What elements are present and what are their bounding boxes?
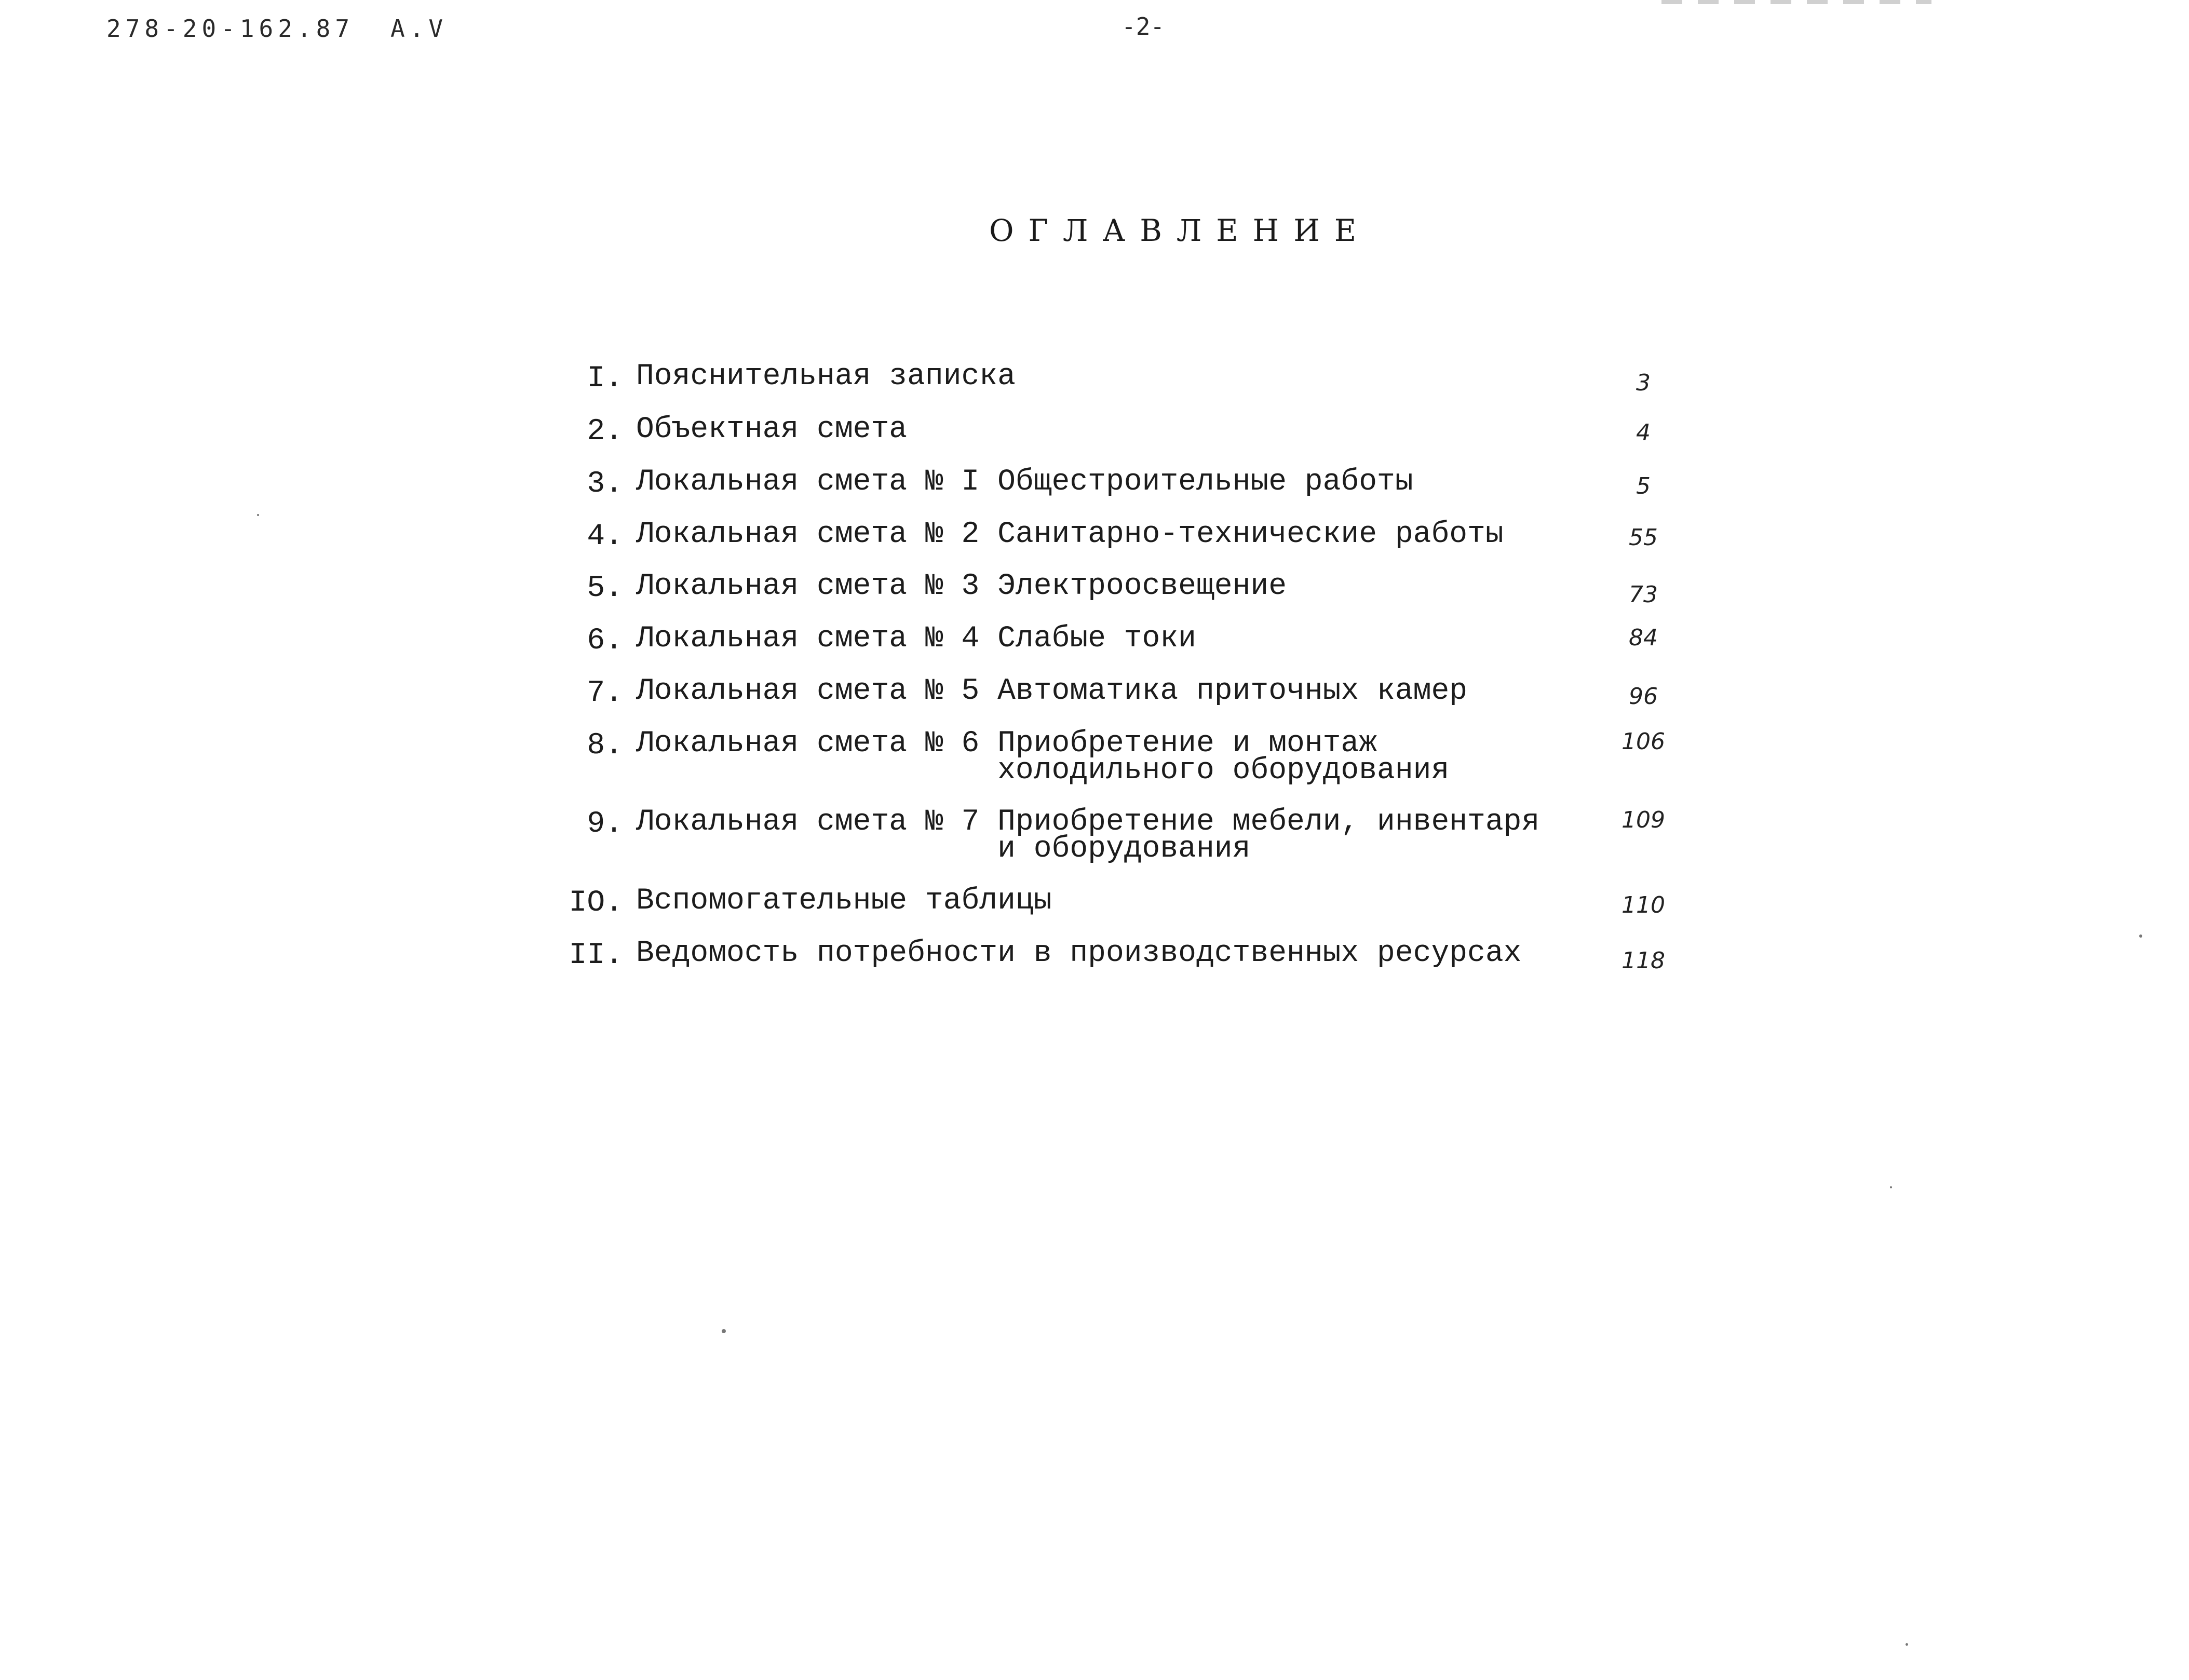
toc-item-label: Локальная смета № 7 Приобретение мебели, инвентаря и оборудования — [636, 805, 1540, 866]
toc-item-number: 6. — [587, 624, 623, 658]
toc-item-label: Локальная смета № 2 Санитарно-технические работы — [636, 518, 1504, 551]
toc-item-page: 110 — [1622, 892, 1665, 918]
toc-item-label: Пояснительная записка — [636, 360, 1016, 394]
toc-item-label: Вспомогательные таблицы — [636, 884, 1052, 918]
toc-item-number: 8. — [587, 729, 623, 763]
toc-item-page: 118 — [1622, 947, 1665, 974]
toc-item-label: Локальная смета № I Общестроительные работы — [636, 465, 1413, 499]
toc-item-number: 7. — [587, 676, 623, 710]
document-code-number: 278-20-162.87 — [106, 15, 355, 43]
toc-item-page: 3 — [1636, 370, 1651, 396]
toc-item-number: 3. — [587, 467, 623, 501]
scan-artifact — [1661, 0, 1931, 4]
scan-speck — [1906, 1643, 1908, 1646]
toc-item-number: 2. — [587, 415, 623, 449]
document-code-suffix: A.V — [390, 15, 448, 43]
page-title: ОГЛАВЛЕНИЕ — [989, 213, 1371, 248]
toc-item-label: Объектная смета — [636, 413, 908, 446]
scan-speck — [722, 1329, 726, 1333]
toc-item-number: I. — [587, 362, 623, 396]
toc-item-page: 73 — [1629, 581, 1658, 608]
scan-speck — [2139, 934, 2142, 938]
toc-item-number: 4. — [587, 520, 623, 553]
toc-item-page: 109 — [1622, 807, 1665, 833]
toc-item-number: IO. — [569, 886, 623, 920]
toc-item-page: 96 — [1629, 683, 1658, 710]
toc-item-page: 55 — [1629, 524, 1658, 551]
document-code — [106, 15, 448, 43]
page-number: -2- — [1121, 12, 1165, 40]
toc-item-page: 84 — [1629, 625, 1658, 651]
scan-speck — [257, 514, 259, 516]
toc-item-label: Локальная смета № 6 Приобретение и монтаж холодильного оборудования — [636, 727, 1450, 788]
toc-item-page: 5 — [1636, 473, 1651, 499]
toc-item-number: 9. — [587, 807, 623, 841]
toc-item-label: Ведомость потребности в производственных ресурсах — [636, 937, 1522, 970]
toc-item-number: 5. — [587, 572, 623, 605]
toc-item-number: II. — [569, 939, 623, 972]
toc-item-page: 106 — [1622, 728, 1665, 755]
scan-speck — [1890, 1186, 1892, 1188]
toc-item-label: Локальная смета № 3 Электроосвещение — [636, 570, 1287, 603]
toc-item-label: Локальная смета № 5 Автоматика приточных камер — [636, 674, 1468, 708]
toc-item-page: 4 — [1636, 419, 1651, 446]
toc-item-label: Локальная смета № 4 Слабые токи — [636, 622, 1196, 656]
